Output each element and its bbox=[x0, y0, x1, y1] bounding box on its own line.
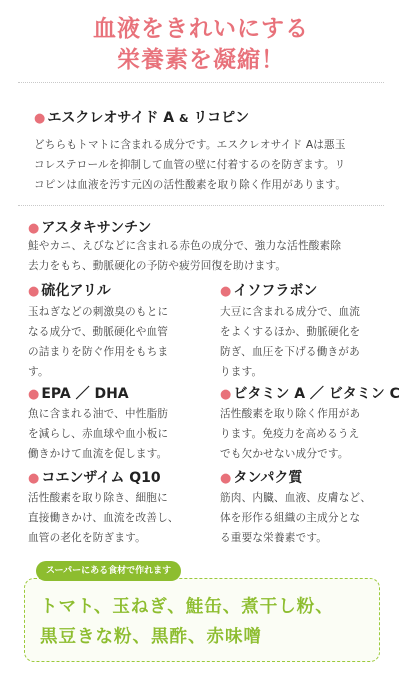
text-line: 活性酸素を取り除き、細胞に bbox=[28, 492, 168, 504]
foods-line-2: 黒豆きな粉、黒酢、赤味噌 bbox=[40, 627, 262, 647]
heading-astaxanthin-label: アスタキサンチン bbox=[41, 220, 152, 236]
text-line: どちらもトマトに含まれる成分です。エスクレオサイド Aは悪玉 bbox=[34, 139, 346, 151]
heading-protein bbox=[220, 469, 302, 488]
bullet-dot-icon: ● bbox=[28, 284, 40, 299]
text-line: 鮭やカニ、えびなどに含まれる赤色の成分で、強力な活性酸素除 bbox=[28, 240, 342, 252]
section-divider bbox=[18, 205, 384, 206]
text-line: す。 bbox=[28, 366, 49, 378]
paragraph-protein bbox=[220, 488, 390, 548]
heading-coenzyme bbox=[28, 469, 161, 488]
text-line: コレステロールを抑制して血管の壁に付着するのを防ぎます。リ bbox=[34, 159, 346, 171]
text-line: 去力をもち、動脈硬化の予防や疲労回復を助けます。 bbox=[28, 260, 287, 272]
text-line: 筋肉、内臓、血液、皮膚など、 bbox=[220, 492, 372, 504]
heading-allyl-sulfide-label: 硫化アリル bbox=[41, 283, 111, 299]
heading-allyl-sulfide bbox=[28, 282, 111, 301]
bullet-dot-icon: ● bbox=[220, 471, 232, 486]
text-line: 血管の老化を防ぎます。 bbox=[28, 532, 146, 544]
text-line: を減らし、赤血球や血小板に bbox=[28, 428, 169, 440]
heading-esculeoside-lycopene bbox=[34, 109, 249, 128]
text-line: 体を形作る組織の主成分とな bbox=[220, 512, 361, 524]
title-line-1: 血液をきれいにする bbox=[93, 16, 309, 42]
page-title bbox=[0, 14, 402, 76]
title-divider bbox=[18, 82, 384, 83]
paragraph-allyl-sulfide bbox=[28, 302, 193, 382]
heading-lycopene: リコピン bbox=[193, 110, 250, 126]
heading-epa-dha bbox=[28, 385, 129, 404]
heading-isoflavone bbox=[220, 282, 317, 301]
text-line: なる成分で、動脈硬化や血管 bbox=[28, 326, 169, 338]
bullet-dot-icon: ● bbox=[34, 111, 46, 126]
paragraph-epa-dha bbox=[28, 404, 193, 464]
text-line: ります。免疫力を高めるうえ bbox=[220, 428, 360, 440]
heading-vitamin-ac-label: ビタミン A ／ ビタミン C bbox=[233, 386, 400, 402]
text-line: 大豆に含まれる成分で、血流 bbox=[220, 306, 361, 318]
text-line: ります。 bbox=[220, 366, 263, 378]
bullet-dot-icon: ● bbox=[28, 387, 40, 402]
text-line: でも欠かせない成分です。 bbox=[220, 448, 349, 460]
heading-isoflavone-label: イソフラボン bbox=[233, 283, 318, 299]
bullet-dot-icon: ● bbox=[220, 387, 232, 402]
heading-coenzyme-label: コエンザイム Q10 bbox=[41, 470, 161, 486]
bullet-dot-icon: ● bbox=[220, 284, 232, 299]
paragraph-esculeoside-lycopene bbox=[34, 135, 382, 195]
text-line: をよくするほか、動脈硬化を bbox=[220, 326, 361, 338]
foods-line-1: トマト、玉ねぎ、鮭缶、煮干し粉、 bbox=[40, 597, 334, 617]
heading-epa-dha-label: EPA ／ DHA bbox=[41, 386, 129, 402]
text-line: る重要な栄養素です。 bbox=[220, 532, 328, 544]
paragraph-coenzyme bbox=[28, 488, 198, 548]
text-line: 活性酸素を取り除く作用があ bbox=[220, 408, 361, 420]
paragraph-vitamin-ac bbox=[220, 404, 385, 464]
heading-vitamin-ac bbox=[220, 385, 400, 404]
heading-ampersand: & bbox=[178, 112, 189, 125]
text-line: 直接働きかけ、血流を改善し、 bbox=[28, 512, 179, 524]
bullet-dot-icon: ● bbox=[28, 471, 40, 486]
text-line: 防ぎ、血圧を下げる働きがあ bbox=[220, 346, 360, 358]
paragraph-astaxanthin bbox=[28, 236, 380, 276]
heading-esculeoside: エスクレオサイド A bbox=[47, 110, 175, 126]
text-line: コピンは血液を汚す元凶の活性酸素を取り除く作用があります。 bbox=[34, 179, 347, 191]
text-line: 働きかけて血流を促します。 bbox=[28, 448, 168, 460]
text-line: 玉ねぎなどの刺激臭のもとに bbox=[28, 306, 169, 318]
text-line: の詰まりを防ぐ作用をもちま bbox=[28, 346, 169, 358]
bullet-dot-icon: ● bbox=[28, 221, 40, 236]
paragraph-isoflavone bbox=[220, 302, 385, 382]
foods-pill-label: スーパーにある食材で作れます bbox=[36, 561, 181, 581]
heading-protein-label: タンパク質 bbox=[233, 470, 303, 486]
text-line: 魚に含まれる油で、中性脂肪 bbox=[28, 408, 169, 420]
title-line-2: 栄養素を凝縮！ bbox=[117, 47, 285, 73]
foods-box bbox=[24, 578, 380, 662]
